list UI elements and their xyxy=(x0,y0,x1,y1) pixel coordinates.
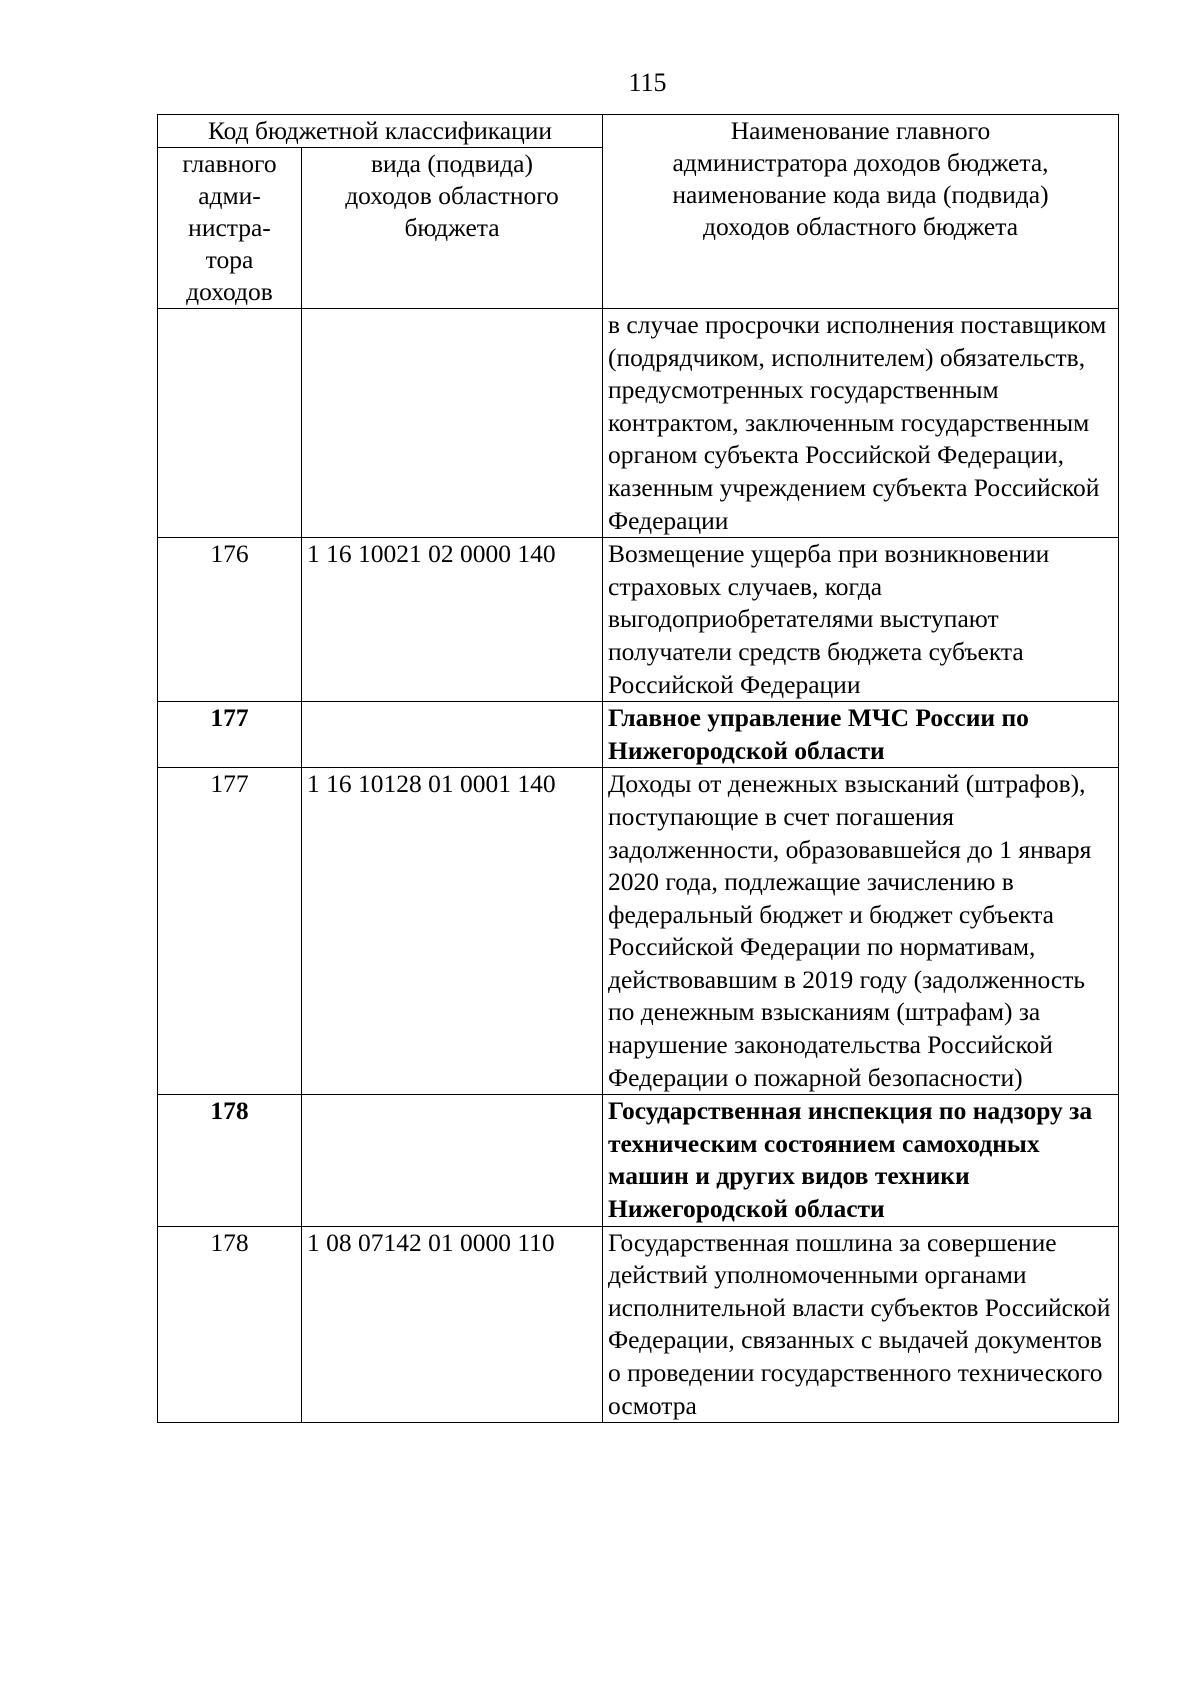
header-kind-line: вида (подвида) xyxy=(371,149,533,178)
admin-code-cell: 177 xyxy=(158,768,302,1095)
budget-classification-table xyxy=(157,114,1119,1423)
header-name-column xyxy=(603,115,1119,309)
header-kind-column xyxy=(302,148,603,309)
income-code-cell: 1 16 10128 01 0001 140 xyxy=(302,768,603,1095)
income-code-cell xyxy=(302,309,603,538)
header-name-line: доходов областного бюджета xyxy=(702,212,1019,241)
header-group-label: Код бюджетной классификации xyxy=(158,115,603,148)
admin-code-cell: 176 xyxy=(158,538,302,702)
table-header xyxy=(158,115,1119,309)
table-row xyxy=(158,1226,1119,1423)
table-row xyxy=(158,309,1119,538)
admin-code-cell xyxy=(158,309,302,538)
header-name-line: Наименование главного xyxy=(730,116,991,145)
header-admin-line: доходов xyxy=(186,277,273,306)
table-row xyxy=(158,768,1119,1095)
header-name-line: наименование кода вида (подвида) xyxy=(672,180,1049,209)
header-admin-line: главного xyxy=(182,149,277,178)
admin-code-cell: 178 xyxy=(158,1095,302,1226)
admin-code-cell: 178 xyxy=(158,1226,302,1423)
administrator-name-cell: Государственная инспекция по надзору за техническим состоянием самоходных машин и других видов техники Нижегородской области xyxy=(603,1095,1119,1226)
header-admin-column xyxy=(158,148,302,309)
header-admin-line: адми- xyxy=(198,181,261,210)
income-code-cell xyxy=(302,1095,603,1226)
header-admin-line: нистра- xyxy=(188,213,271,242)
income-code-cell: 1 08 07142 01 0000 110 xyxy=(302,1226,603,1423)
administrator-name-cell: Главное управление МЧС России по Нижегородской области xyxy=(603,702,1119,768)
header-kind-line: бюджета xyxy=(404,213,500,242)
name-cell: Возмещение ущерба при возникновении страховых случаев, когда выгодоприобретателями выступают получатели средств бюджета субъекта Российской Федерации xyxy=(603,538,1119,702)
name-cell: Государственная пошлина за совершение действий уполномоченными органами исполнительной власти субъектов Российской Федерации, связанных с выдачей документов о проведении государственного технического осмотра xyxy=(603,1226,1119,1423)
table-body xyxy=(158,309,1119,1423)
table-row-administrator xyxy=(158,702,1119,768)
header-name-line: администратора доходов бюджета, xyxy=(672,148,1049,177)
name-cell: в случае просрочки исполнения поставщиком (подрядчиком, исполнителем) обязательств, предусмотренных государственным контрактом, заключенным государственным органом субъекта Российской Федерации, казенным учреждением субъекта Российской Федерации xyxy=(603,309,1119,538)
name-cell: Доходы от денежных взысканий (штрафов), поступающие в счет погашения задолженности, образовавшейся до 1 января 2020 года, подлежащие зачислению в федеральный бюджет и бюджет субъекта Российской Федерации по нормативам, действовавшим в 2019 году (задолженность по денежным взысканиям (штрафам) за нарушение законодательства Российской Федерации о пожарной безопасности) xyxy=(603,768,1119,1095)
income-code-cell xyxy=(302,702,603,768)
table-row-administrator xyxy=(158,1095,1119,1226)
admin-code-cell: 177 xyxy=(158,702,302,768)
page-number: 115 xyxy=(628,68,667,97)
table-row xyxy=(158,538,1119,702)
header-admin-line: тора xyxy=(205,245,254,274)
header-kind-line: доходов областного xyxy=(345,181,559,210)
income-code-cell: 1 16 10021 02 0000 140 xyxy=(302,538,603,702)
